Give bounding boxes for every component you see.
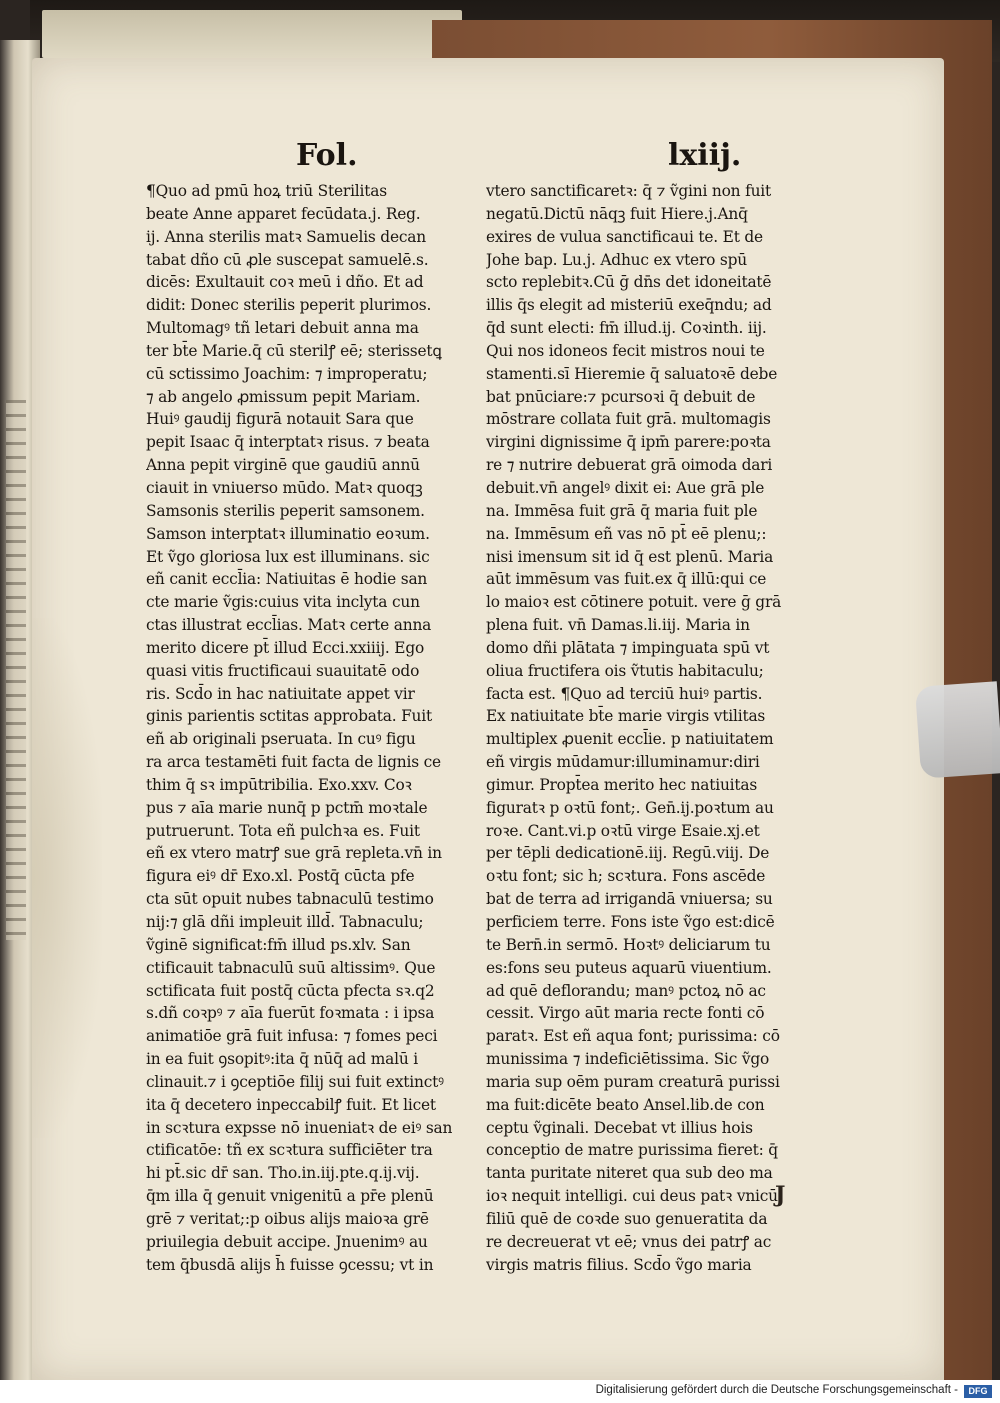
text-column-left [146, 180, 486, 1277]
text-line: perficiem terre. Fons iste ṽgo est:dicē [486, 913, 775, 931]
text-line: sctificata fuit postq̄ cūcta pfecta sꝛ.q2 [146, 981, 435, 1000]
text-line: Samson interptatꝛ illuminatio eoꝛum. [146, 524, 430, 543]
text-line: Qui nos idoneos fecit mistros noui te [486, 341, 765, 360]
text-line: grē ⁊ veritat;:p oibus alijs maioꝛa grē [146, 1209, 429, 1228]
text-line: cū sctissimo Joachim: ⁊ improperatu; [146, 364, 428, 383]
text-line: na. Immēsum eñ vas nō pt̄ eē plenu;: [486, 524, 767, 543]
text-line: pepit Isaac q̄ interptatꝛ risus. ⁊ beata [146, 433, 430, 452]
bookmark-strip [915, 681, 1000, 778]
text-line: virgini dignissime q̄ ipm̄ parere:poꝛta [486, 433, 771, 452]
text-line: Samsonis sterilis peperit samsonem. [146, 501, 425, 520]
text-line: ctificatōe: tñ ex scꝛtura sufficiēter tra [146, 1141, 433, 1160]
text-line: ma fuit:dicēte beato Ansel.lib.de con [486, 1095, 765, 1114]
text-line: tem q̄busdā alijs h̄ fuisse ꝯcessu; vt in [146, 1255, 434, 1274]
text-line: eñ canit eccl̄ia: Natiuitas ē hodie san [146, 570, 428, 589]
text-line: ra arca testamēti fuit facta de lignis ce [146, 753, 441, 772]
text-line: ioꝛ nequit intelligi. cui deus patꝛ vnicū [486, 1187, 778, 1206]
text-line: ter bt̄e Marie.q̄ cū sterilꝭ eē; sterissetꝗ [146, 341, 442, 360]
text-line: ad quē deflorandu; manꝰ pctoꝝ nō ac [486, 981, 766, 1000]
text-line: conceptio de matre purissima fieret: q̄ [486, 1141, 778, 1160]
funding-credit: Digitalisierung gefördert durch die Deutsche Forschungsgemeinschaft - [595, 1384, 958, 1396]
text-line: roꝛe. Cant.vi.p oꝛtū virge Esaie.xj.et [486, 821, 760, 840]
text-line: in ea fuit ꝯsopitꝰ:ita q̄ nūq̄ ad malū i [146, 1050, 418, 1069]
text-line: te Bern̄.in sermō. Hoꝛtꝰ deliciarum tu [486, 935, 771, 954]
text-line: ij. Anna sterilis matꝛ Samuelis decan [146, 227, 426, 246]
text-line: debuit.vn̄ angelꝰ dixit ei: Aue grā ple [486, 478, 765, 497]
text-line: Huiꝰ gaudij figurā notauit Sara que [146, 410, 414, 429]
binding-wrap [42, 10, 462, 58]
text-line: figuratꝛ p oꝛtū font;. Gen̄.ij.poꝛtum au [486, 798, 774, 817]
text-line: ctificauit tabnaculū suū altissimꝰ. Que [146, 958, 436, 977]
text-line: priuilegia debuit accipe. Jnuenimꝰ au [146, 1232, 428, 1251]
text-line: bat pnūciare:⁊ pcursoꝛi q̄ debuit de [486, 387, 756, 406]
adjacent-page-text-strip [6, 400, 26, 940]
text-line: ¶Quo ad pmū hoꝝ triū Sterilitas [146, 182, 387, 200]
text-line: virgis matris filius. Scd̄o ṽgo maria [486, 1255, 752, 1274]
paper-stain [32, 618, 102, 1138]
text-line: clinauit.⁊ i ꝯceptiōe filij sui fuit extinctꝰ [146, 1072, 444, 1091]
text-line: filiū quē de coꝛde suo genueratita da [486, 1209, 768, 1228]
text-line: multiplex ꝓuenit eccl̄ie. p natiuitatem [486, 730, 774, 749]
text-line: lo maioꝛ est cōtinere potuit. vere ḡ grā [486, 593, 782, 612]
text-line: thim q̄ sꝛ impūtribilia. Exo.xxv. Coꝛ [146, 775, 412, 794]
text-line: per tēpli dedicationē.iij. Regū.viij. De [486, 844, 770, 863]
text-line: quasi vitis fructificaui suauitatē odo [146, 661, 420, 680]
text-line: maria sup oēm puram creaturā purissi [486, 1072, 780, 1091]
signature-mark: J [775, 1182, 786, 1208]
text-line: cta sūt opuit nubes tabnaculū testimo [146, 890, 434, 909]
text-line: facta est. ¶Quo ad terciū huiꝰ partis. [486, 684, 763, 703]
text-line: beate Anne apparet fecūdata.j. Reg. [146, 204, 421, 223]
footer-bar [0, 1380, 1000, 1403]
text-line: aūt immēsum vas fuit.ex q̄ illū:qui ce [486, 570, 767, 589]
text-line: dicēs: Exultauit coꝛ meū i dño. Et ad [146, 273, 424, 292]
text-line: mōstrare collata fuit grā. multomagis [486, 410, 771, 429]
text-line: hi pt̄.sic dr̄ san. Tho.in.iij.pte.q.ij.vij. [146, 1164, 420, 1183]
text-line: re ⁊ nutrire debuerat grā oimoda dari [486, 456, 773, 475]
text-line: vtero sanctificaretꝛ: q̄ ⁊ ṽgini non fuit [486, 182, 771, 200]
text-line: scto replebitꝛ.Cū ḡ dn̄s det idoneitatē [486, 273, 772, 292]
text-line: eñ ab originali pseruata. In cuꝰ figu [146, 730, 416, 749]
text-line: Ex natiuitate bt̄e marie virgis vtilitas [486, 707, 766, 726]
text-line: negatū.Dictū nāqꝫ fuit Hiere.j.Anq̄ [486, 204, 748, 223]
text-line: oꝛtu font; sic h; scꝛtura. Fons ascēde [486, 867, 766, 886]
text-line: bat de terra ad irrigandā vniuersa; su [486, 890, 773, 909]
dfg-logo: DFG [964, 1385, 992, 1398]
text-line: Multomagꝰ tñ letari debuit anna ma [146, 319, 419, 338]
text-line: Anna pepit virginē que gaudiū annū [146, 456, 420, 475]
text-line: ris. Scd̄o in hac natiuitate appet vir [146, 684, 415, 703]
text-line: merito dicere pt̄ illud Ecci.xxiiij. Ego [146, 638, 425, 657]
text-line: ceptu ṽginali. Decebat vt illius hois [486, 1118, 753, 1137]
text-line: pus ⁊ aīa marie nunq̄ p pctm̄ moꝛtale [146, 798, 428, 817]
text-line: plena fuit. vn̄ Damas.li.iij. Maria in [486, 616, 750, 635]
text-line: tanta puritate niteret qua sub deo ma [486, 1164, 773, 1183]
text-line: tabat dño cū ꝓle suscepat samuelē.s. [146, 250, 429, 269]
text-line: s.dñ coꝛpꝰ ⁊ aīa fuerūt foꝛmata : i ipsa [146, 1004, 435, 1023]
text-line: figura eiꝰ dr̄ Exo.xl. Postq̄ cūcta pfe [146, 867, 415, 886]
text-line: ginis parientis sctitas approbata. Fuit [146, 707, 432, 726]
folio-label: Fol. [296, 138, 358, 173]
text-line: nisi imensum sit id q̄ est plenū. Maria [486, 547, 774, 566]
text-line: stamenti.sī Hieremie q̄ saluatoꝛē debe [486, 364, 778, 383]
text-line: nij:⁊ glā dñi impleuit illd̄. Tabnaculu; [146, 913, 424, 931]
text-line: animatiōe grā fuit infusa: ⁊ fomes peci [146, 1027, 438, 1046]
text-line: gimur. Propt̄ea merito hec natiuitas [486, 775, 758, 794]
text-line: Et ṽgo gloriosa lux est illuminans. sic [146, 547, 430, 566]
text-line: eñ virgis mūdamur:illuminamur:diri [486, 753, 760, 772]
text-line: domo dñi plātata ⁊ impinguata spū vt [486, 638, 770, 657]
text-line: Johe bap. Lu.j. Adhuc ex vtero spū [486, 250, 747, 269]
text-line: exires de vulua sanctificaui te. Et de [486, 227, 763, 246]
text-line: cte marie ṽgis:cuius vita inclyta cun [146, 593, 420, 612]
text-line: putruerunt. Tota eñ pulchꝛa es. Fuit [146, 821, 420, 840]
text-line: q̄m illa q̄ genuit vnigenitū a pr̄e plenū [146, 1187, 434, 1206]
text-line: ciauit in vniuerso mūdo. Matꝛ quoqꝫ [146, 478, 423, 497]
text-line: q̄d sunt electi: fm̄ illud.ij. Coꝛinth. iij. [486, 319, 767, 338]
text-line: re decreuerat vt eē; vnus dei patrꝭ ac [486, 1232, 772, 1251]
text-line: in scꝛtura expsse nō inueniatꝛ de eiꝰ san [146, 1118, 453, 1137]
text-line: ita q̄ decetero inpeccabilꝭ fuit. Et licet [146, 1095, 436, 1114]
folio-number: lxiij. [668, 138, 742, 173]
text-line: eñ ex vtero matrꝭ sue grā repleta.vn̄ in [146, 844, 442, 863]
text-line: paratꝛ. Est eñ aqua font; purissima: cō [486, 1027, 780, 1046]
text-line: munissima ⁊ indeficiētissima. Sic ṽgo [486, 1050, 770, 1069]
text-line: didit: Donec sterilis peperit plurimos. [146, 296, 432, 315]
text-line: oliua fructifera ois ṽtutis habitaculu; [486, 661, 764, 680]
text-line: illis q̄s elegit ad misteriū exeq̄ndu; ad [486, 296, 772, 315]
text-column-right [486, 180, 832, 1277]
text-line: es:fons seu puteus aquarū viuentium. [486, 958, 772, 977]
text-line: na. Immēsa fuit grā q̄ maria fuit ple [486, 501, 758, 520]
text-line: ⁊ ab angelo ꝓmissum pepit Mariam. [146, 387, 421, 406]
text-line: ctas illustrat eccl̄ias. Matꝛ certe anna [146, 616, 432, 635]
text-line: ṽginē significat:fm̄ illud ps.xlv. San [146, 935, 411, 954]
text-line: cessit. Virgo aūt maria recte fonti cō [486, 1004, 765, 1023]
